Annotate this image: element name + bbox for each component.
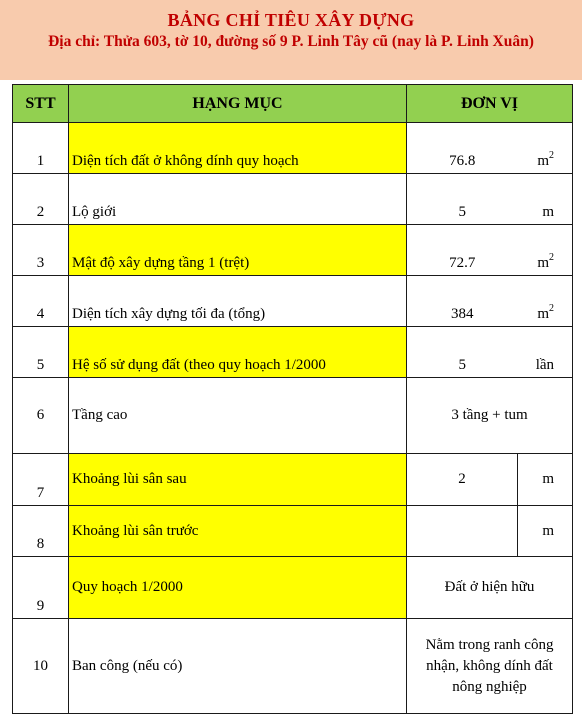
column-header-unit: ĐƠN VỊ: [407, 85, 573, 123]
cell-value: 3 tầng + tum: [407, 378, 573, 454]
cell-value: [407, 619, 573, 714]
column-header-stt: STT: [13, 85, 69, 123]
cell-value: [407, 506, 518, 557]
criteria-table: [12, 84, 573, 714]
cell-item: Khoảng lùi sân sau: [69, 454, 407, 506]
unit-superscript: 2: [549, 252, 555, 263]
cell-unit: m: [518, 506, 573, 557]
cell-stt: 4: [13, 276, 69, 327]
cell-stt: 5: [13, 327, 69, 378]
cell-value: 5: [407, 174, 518, 225]
unit-text: m: [537, 306, 550, 322]
unit-superscript: 2: [549, 150, 555, 161]
cell-item: Ban công (nếu có): [69, 619, 407, 714]
column-header-item: HẠNG MỤC: [69, 85, 407, 123]
cell-stt: 1: [13, 123, 69, 174]
table-row: [13, 557, 573, 619]
cell-value: 76.8: [407, 123, 518, 174]
unit-text: lần: [535, 357, 555, 373]
table-row: [13, 225, 573, 276]
cell-value: Đất ở hiện hữu: [407, 557, 573, 619]
cell-item: Mật độ xây dựng tầng 1 (trệt): [69, 225, 407, 276]
cell-value: 72.7: [407, 225, 518, 276]
cell-value: 384: [407, 276, 518, 327]
table-row: [13, 327, 573, 378]
cell-stt: 9: [13, 557, 69, 619]
table-row: [13, 174, 573, 225]
cell-stt: 2: [13, 174, 69, 225]
unit-text: m: [537, 255, 550, 271]
cell-item: Quy hoạch 1/2000: [69, 557, 407, 619]
address-line: Địa chỉ: Thửa 603, tờ 10, đường số 9 P. Linh Tây cũ (nay là P. Linh Xuân): [48, 33, 534, 50]
table-row: [13, 276, 573, 327]
unit-superscript: 2: [549, 303, 555, 314]
cell-item: Diện tích xây dựng tối đa (tổng): [69, 276, 407, 327]
cell-unit: [518, 174, 573, 225]
table-row: [13, 506, 573, 557]
cell-item: Khoảng lùi sân trước: [69, 506, 407, 557]
cell-unit: [518, 276, 573, 327]
table-row: [13, 123, 573, 174]
cell-stt: 10: [13, 619, 69, 714]
cell-item: Tầng cao: [69, 378, 407, 454]
unit-text: m: [537, 153, 550, 169]
cell-unit: m: [518, 454, 573, 506]
cell-stt: 6: [13, 378, 69, 454]
cell-stt: 8: [13, 506, 69, 557]
title-block: [0, 0, 582, 80]
table-row: [13, 378, 573, 454]
cell-value-text: Nằm trong ranh công nhận, không dính đất nông nghiệp: [425, 636, 554, 695]
cell-stt: 3: [13, 225, 69, 276]
cell-value: 2: [407, 454, 518, 506]
sheet-title: BẢNG CHỈ TIÊU XÂY DỰNG: [167, 10, 415, 30]
cell-unit: [518, 123, 573, 174]
cell-stt: 7: [13, 454, 69, 506]
cell-item: Diện tích đất ở không dính quy hoạch: [69, 123, 407, 174]
cell-unit: [518, 225, 573, 276]
table-row: [13, 619, 573, 714]
cell-value: 5: [407, 327, 518, 378]
unit-text: m: [542, 204, 555, 220]
cell-item: Lộ giới: [69, 174, 407, 225]
cell-unit: [518, 327, 573, 378]
table-row: [13, 454, 573, 506]
cell-item: Hệ số sử dụng đất (theo quy hoạch 1/2000: [69, 327, 407, 378]
table-header-row: [13, 85, 573, 123]
